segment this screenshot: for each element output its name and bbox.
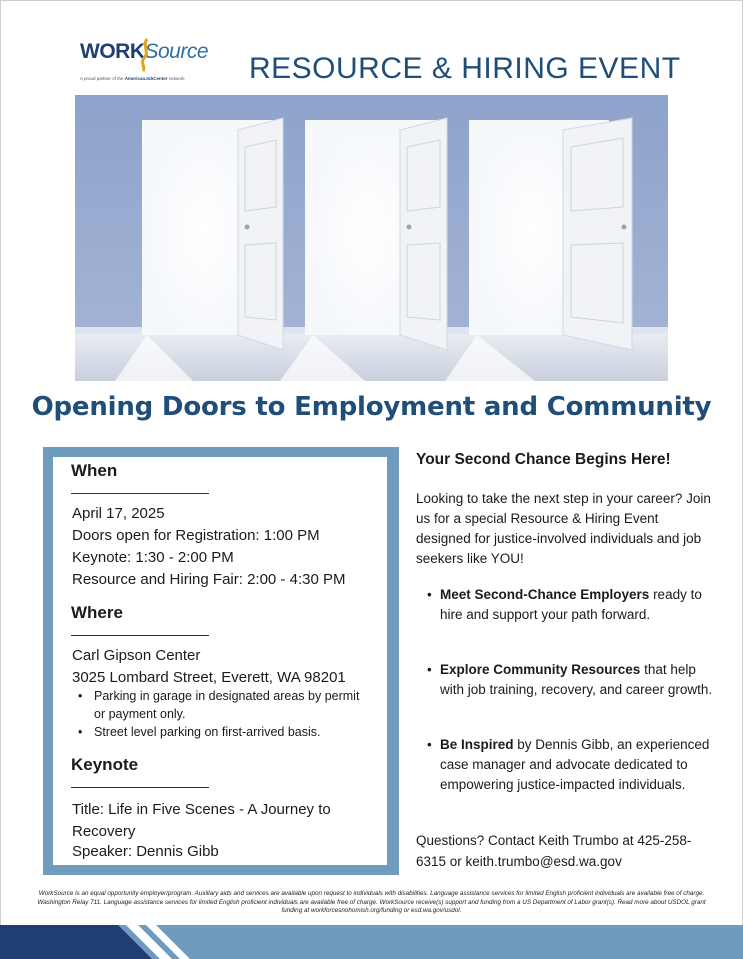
parking-bullet-1 [80,687,370,723]
keynote-speaker: Speaker: Dennis Gibb [72,843,219,860]
fair-time: Resource and Hiring Fair: 2:00 - 4:30 PM [72,571,346,588]
logo-tagline-pre: A proud partner of the [80,76,124,81]
logo-tagline-brand: AmericanJobCenter [124,76,168,81]
footer-disclaimer: WorkSource is an equal opportunity employer/program. Auxiliary aids and services are available upon request to individuals with disabilities. Language assistance services for limited English proficient individuals are available free of charge. Washington Relay 711. Language assistance services for limited English proficient individuals are available free of charge. WorkSource receive(s) support and funding from a US Department of Labor grant(s). Read more about USDOL grant funding at workforcesnohomish.org/funding or esd.wa.gov/usdol. [37,890,706,914]
benefit-item-inspired [427,735,720,795]
when-heading: When [71,461,118,480]
logo-source-text: Source [144,40,209,63]
logo-tagline-post: network [168,76,185,81]
venue-address: 3025 Lombard Street, Everett, WA 98201 [72,669,346,686]
keynote-time: Keynote: 1:30 - 2:00 PM [72,549,234,566]
keynote-heading: Keynote [71,755,139,774]
logo-swoosh-icon [138,38,152,72]
logo-work-text: WORK [80,40,145,63]
keynote-divider [71,787,209,788]
where-heading: Where [71,603,123,622]
benefit-resources-bold: Explore Community Resources [440,662,641,677]
where-divider [71,635,209,636]
benefit-employers-text: ready to hire and support your path forward. [440,587,702,622]
benefit-item-employers [427,585,720,625]
bullet-dot: • [427,587,432,602]
right-heading: Your Second Chance Begins Here! [416,451,671,468]
benefit-resources-text: that help with job training, recovery, and career growth. [440,662,713,697]
registration-time: Doors open for Registration: 1:00 PM [72,527,320,544]
benefit-inspired-bold: Be Inspired [440,737,514,752]
venue-name: Carl Gipson Center [72,647,201,664]
event-title: RESOURCE & HIRING EVENT [249,52,681,85]
bullet-dot: • [427,662,432,677]
benefit-inspired-text: by Dennis Gibb, an experienced case manager and advocate dedicated to empowering justice-impacted individuals. [440,737,710,792]
worksource-logo [80,40,230,85]
footer-color-bar [0,925,743,959]
benefit-item-resources [427,660,720,700]
hero-doors-image [75,95,668,381]
intro-paragraph: Looking to take the next step in your career? Join us for a special Resource & Hiring Event designed for justice-involved individuals and job seekers like YOU! [416,491,711,566]
benefit-employers-bold: Meet Second-Chance Employers [440,587,650,602]
parking-bullet-1-text: • Parking in garage in designated areas by permit or payment only. [94,689,360,721]
contact-info: Questions? Contact Keith Trumbo at 425-258-6315 or keith.trumbo@esd.wa.gov [416,833,692,869]
parking-bullet-2-text: • Street level parking on first-arrived basis. [94,725,321,739]
headline: Opening Doors to Employment and Community [31,392,712,422]
logo-tagline [80,76,185,81]
open-doors-illustration [75,95,668,381]
when-divider [71,493,209,494]
event-date: April 17, 2025 [72,505,165,522]
keynote-title: Title: Life in Five Scenes - A Journey to Recovery [72,801,331,840]
parking-bullet-2 [80,723,370,741]
bullet-dot: • [427,737,432,752]
